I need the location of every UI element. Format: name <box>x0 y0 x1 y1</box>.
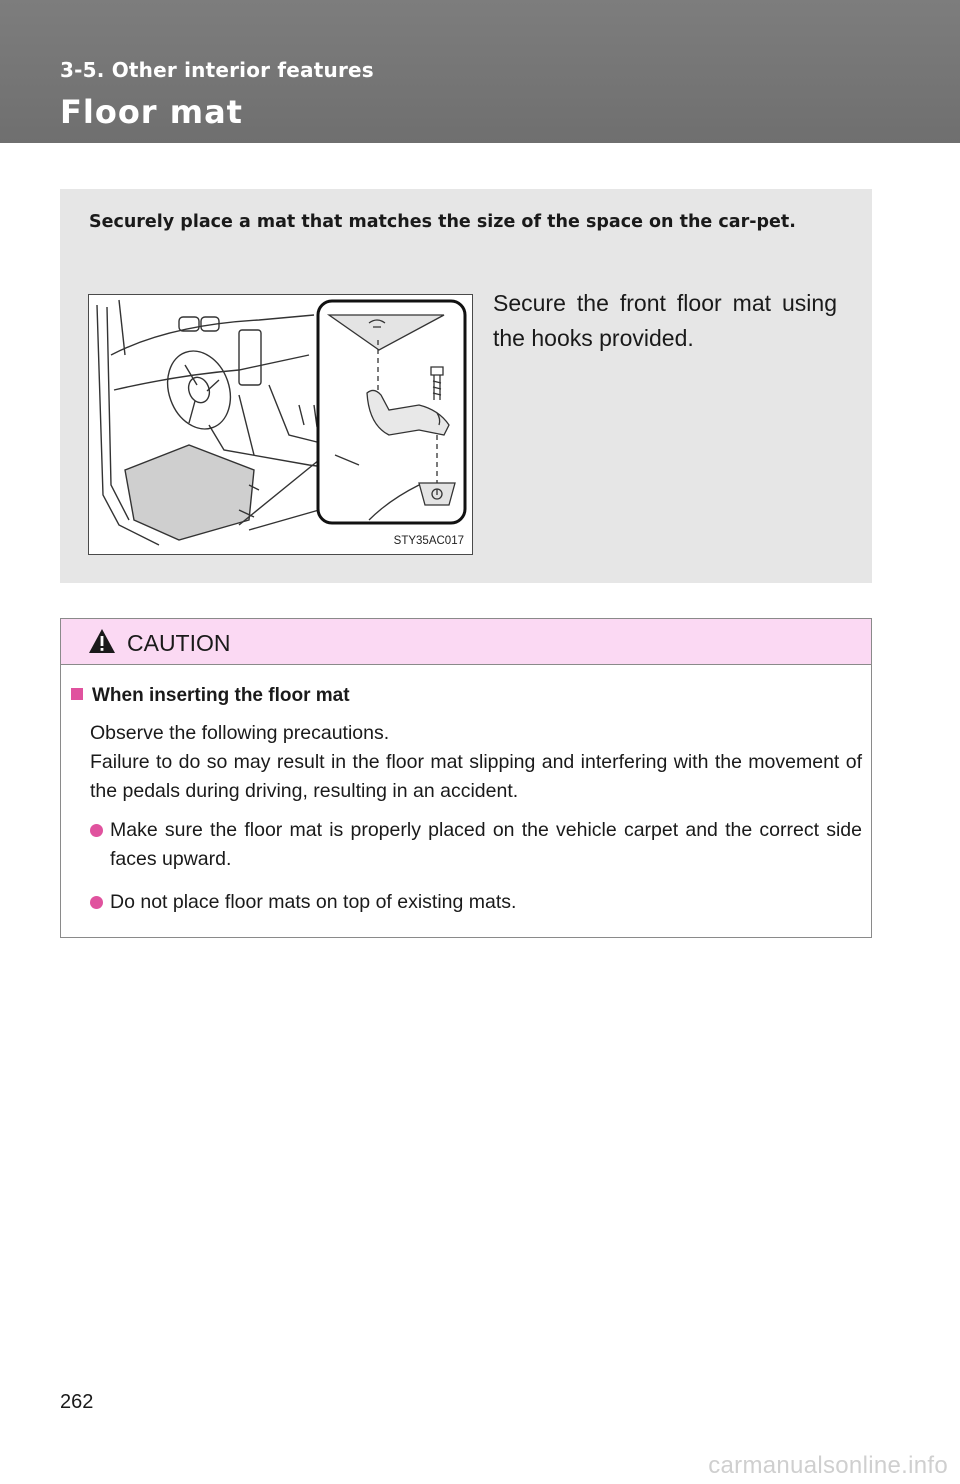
warning-icon <box>88 628 116 654</box>
list-item <box>90 888 862 917</box>
circle-bullet-icon <box>90 824 103 837</box>
floor-mat-drawing <box>89 295 472 554</box>
intro-text: Securely place a mat that matches the size of the space on the car-pet. <box>89 212 796 232</box>
caution-list <box>90 816 862 931</box>
page-header <box>0 0 960 143</box>
square-bullet-icon <box>71 688 83 700</box>
figure-caption: Secure the front floor mat using the hooks provided. <box>493 290 837 351</box>
circle-bullet-icon <box>90 896 103 909</box>
list-item-text: Make sure the floor mat is properly placed on the vehicle carpet and the correct side faces upward. <box>110 819 862 870</box>
caution-body <box>90 719 862 806</box>
list-item <box>90 816 862 874</box>
list-item-text: Do not place floor mats on top of existing mats. <box>110 891 517 913</box>
figure-code: STY35AC017 <box>393 535 464 547</box>
section-label: 3-5. Other interior features <box>60 58 374 82</box>
page-number: 262 <box>60 1391 94 1413</box>
caution-heading-text: When inserting the floor mat <box>92 685 350 706</box>
caution-box <box>60 618 872 938</box>
caution-heading <box>71 685 350 707</box>
watermark: carmanualsonline.info <box>708 1452 948 1479</box>
caution-label: CAUTION <box>127 630 231 656</box>
caution-body-line: Observe the following precautions. <box>90 722 390 744</box>
floor-mat-illustration <box>88 294 473 555</box>
page-title: Floor mat <box>60 93 243 131</box>
info-box <box>60 189 872 583</box>
caution-header <box>61 619 871 665</box>
caution-body-line: Failure to do so may result in the floor mat slipping and interfering with the movement of the pedals during driving, resulting in an accident. <box>90 751 862 802</box>
